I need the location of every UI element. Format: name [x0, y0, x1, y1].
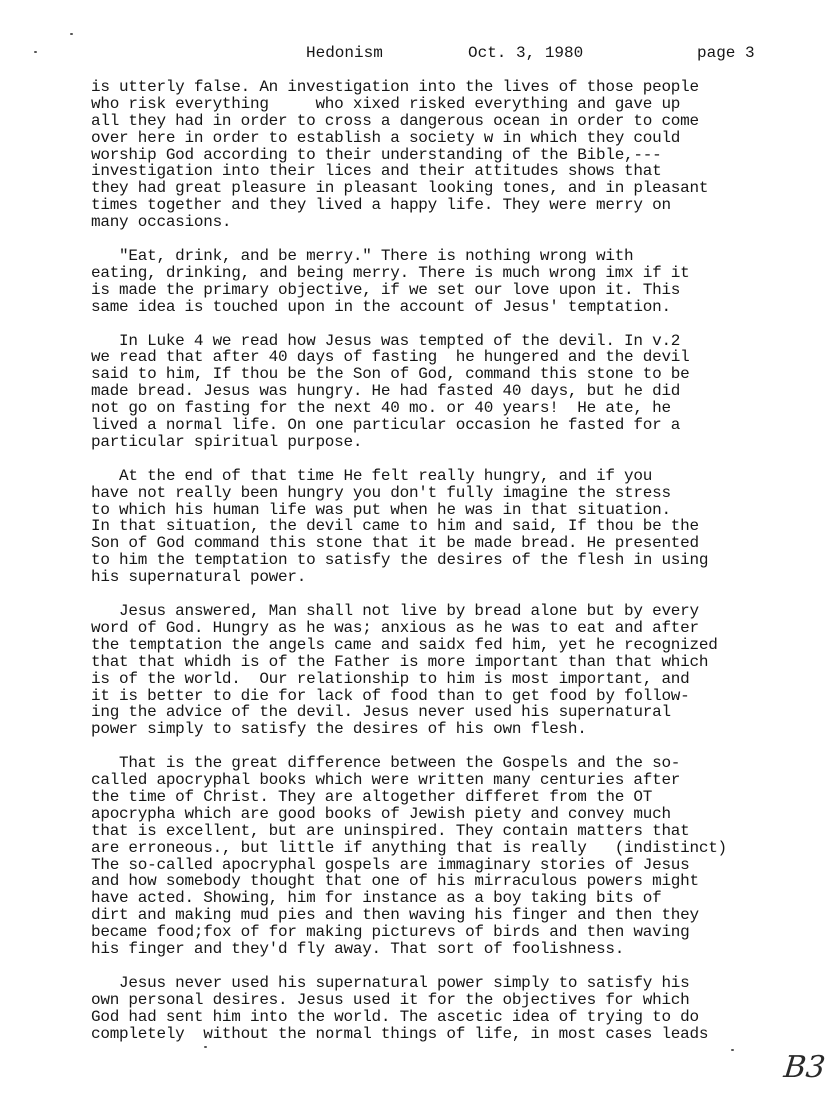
text-line: worship God according to their understanding of the Bible,--- [91, 145, 662, 164]
text-line: The so-called apocryphal gospels are immaginary stories of Jesus [91, 855, 690, 874]
text-line: ing the advice of the devil. Jesus never used his supernatural [91, 703, 671, 722]
text-line: made bread. Jesus was hungry. He had fasted 40 days, but he did [91, 382, 681, 401]
text-line: apocrypha which are good books of Jewish piety and convey much [91, 804, 671, 823]
text-line: particular spiritual purpose. [91, 432, 363, 451]
text-line: and how somebody thought that one of his mirraculous powers might [91, 872, 699, 891]
paragraph [91, 248, 831, 316]
text-line: lived a normal life. On one particular occasion he fasted for a [91, 416, 681, 435]
text-line: Jesus never used his supernatural power simply to satisfy his [91, 973, 690, 992]
text-line: is utterly false. An investigation into the lives of those people [91, 78, 699, 96]
paragraph [91, 468, 831, 586]
text-line: eating, drinking, and being merry. There is much wrong imx if it [91, 263, 690, 282]
text-line: Son of God command this stone that it be made bread. He presented [91, 534, 699, 553]
text-line: have not really been hungry you don't fully imagine the stress [91, 483, 671, 502]
text-line: became food;fox of for making picturevs of birds and then waving [91, 923, 690, 942]
text-line: dirt and making mud pies and then waving his finger and then they [91, 906, 699, 925]
text-line: is made the primary objective, if we set our love upon it. This [91, 280, 681, 299]
text-line: own personal desires. Jesus used it for the objectives for which [91, 990, 690, 1009]
text-line: At the end of that time He felt really hungry, and if you [91, 466, 653, 485]
text-line: In that situation, the devil came to him and said, If thou be the [91, 517, 699, 536]
text-line: over here in order to establish a society w in which they could [91, 128, 681, 147]
text-line: his finger and they'd fly away. That sort of foolishness. [91, 939, 625, 958]
text-line: that is excellent, but are uninspired. They contain matters that [91, 821, 690, 840]
text-line: "Eat, drink, and be merry." There is nothing wrong with [91, 247, 634, 266]
text-line: In Luke 4 we read how Jesus was tempted of the devil. In v.2 [91, 331, 681, 350]
scan-speck [731, 1049, 734, 1051]
text-line: the temptation the angels came and saidx fed him, yet he recognized [91, 635, 718, 654]
text-line: are erroneous., but little if anything that is really (indistinct) [91, 838, 727, 857]
header-page-number: page 3 [697, 44, 755, 62]
text-line: all they had in order to cross a dangerous ocean in order to come [91, 111, 699, 130]
header-date: Oct. 3, 1980 [468, 44, 584, 62]
text-line: is of the world. Our relationship to him is most important, and [91, 669, 690, 688]
text-line: have acted. Showing, him for instance as a boy taking bits of [91, 889, 662, 908]
text-line: investigation into their lices and their attitudes shows that [91, 162, 662, 181]
text-line: his supernatural power. [91, 568, 307, 587]
text-line: same idea is touched upon in the account of Jesus' temptation. [91, 297, 671, 316]
text-line: power simply to satisfy the desires of his own flesh. [91, 720, 587, 739]
paragraph [91, 333, 831, 451]
text-line: who risk everything who xixed risked everything and gave up [91, 94, 681, 113]
text-line: the time of Christ. They are altogether differet from the OT [91, 787, 653, 806]
handwritten-page-mark: B3 [782, 1050, 827, 1085]
text-line: we read that after 40 days of fasting he hungered and the devil [91, 348, 690, 367]
paragraph [91, 755, 831, 958]
text-line: it is better to die for lack of food than to get food by follow- [91, 686, 690, 705]
scan-speck [34, 51, 37, 53]
text-line: completely without the normal things of life, in most cases leads [91, 1024, 709, 1043]
text-line: not go on fasting for the next 40 mo. or 40 years! He ate, he [91, 399, 671, 418]
text-line: God had sent him into the world. The ascetic idea of trying to do [91, 1007, 699, 1026]
paragraph [91, 975, 831, 1043]
text-line: called apocryphal books which were written many centuries after [91, 771, 681, 790]
header-title: Hedonism [306, 44, 383, 62]
paragraph [91, 79, 831, 231]
scan-speck [70, 33, 73, 35]
text-line: word of God. Hungry as he was; anxious as he was to eat and after [91, 618, 699, 637]
text-line: Jesus answered, Man shall not live by bread alone but by every [91, 602, 699, 621]
text-line: said to him, If thou be the Son of God, command this stone to be [91, 365, 690, 384]
page-header [0, 44, 839, 66]
paragraph [91, 603, 831, 738]
text-line: to which his human life was put when he was in that situation. [91, 500, 671, 519]
document-body [91, 79, 831, 1059]
text-line: they had great pleasure in pleasant looking tones, and in pleasant [91, 179, 709, 198]
text-line: to him the temptation to satisfy the desires of the flesh in using [91, 551, 709, 570]
text-line: that that whidh is of the Father is more important than that which [91, 652, 709, 671]
text-line: many occasions. [91, 213, 232, 232]
text-line: That is the great difference between the Gospels and the so- [91, 754, 681, 773]
scan-speck [204, 1046, 207, 1048]
text-line: times together and they lived a happy life. They were merry on [91, 196, 671, 215]
